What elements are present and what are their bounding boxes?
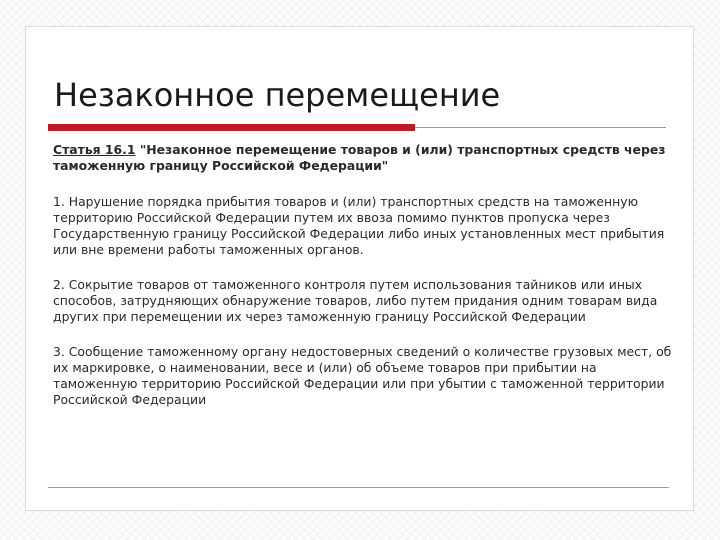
article-heading	[53, 142, 673, 174]
paragraph-2: 2. Сокрытие товаров от таможенного контроля путем использования тайников или иных способов, затрудняющих обнаружение товаров, либо путем придания одним товарам вида других при перемещении их через таможенную границу Российской Федерации	[53, 277, 658, 324]
paragraph-1: 1. Нарушение порядка прибытия товаров и (или) транспортных средств на таможенную территорию Российской Федерации путем их ввоза помимо пунктов пропуска через Государственную границу Российской Федерации либо иных установленных мест прибытия или вне времени работы таможенных органов.	[53, 194, 665, 257]
title-accent-bar	[48, 124, 415, 131]
article-title: "Незаконное перемещение товаров и (или) транспортных средств через таможенную границу Российской Федерации"	[53, 142, 666, 173]
slide-content	[53, 142, 673, 427]
article-reference: Статья 16.1	[53, 142, 136, 157]
slide-title: Незаконное перемещение	[54, 76, 501, 114]
title-divider-line	[415, 127, 666, 128]
bottom-divider-line	[48, 487, 669, 488]
paragraph-3: 3. Сообщение таможенному органу недостоверных сведений о количестве грузовых мест, об их маркировке, о наименовании, весе и (или) об объеме товаров при прибытии на таможенную территорию Российской Федерации или при убытии с таможенной территории Российской Федерации	[53, 344, 672, 407]
